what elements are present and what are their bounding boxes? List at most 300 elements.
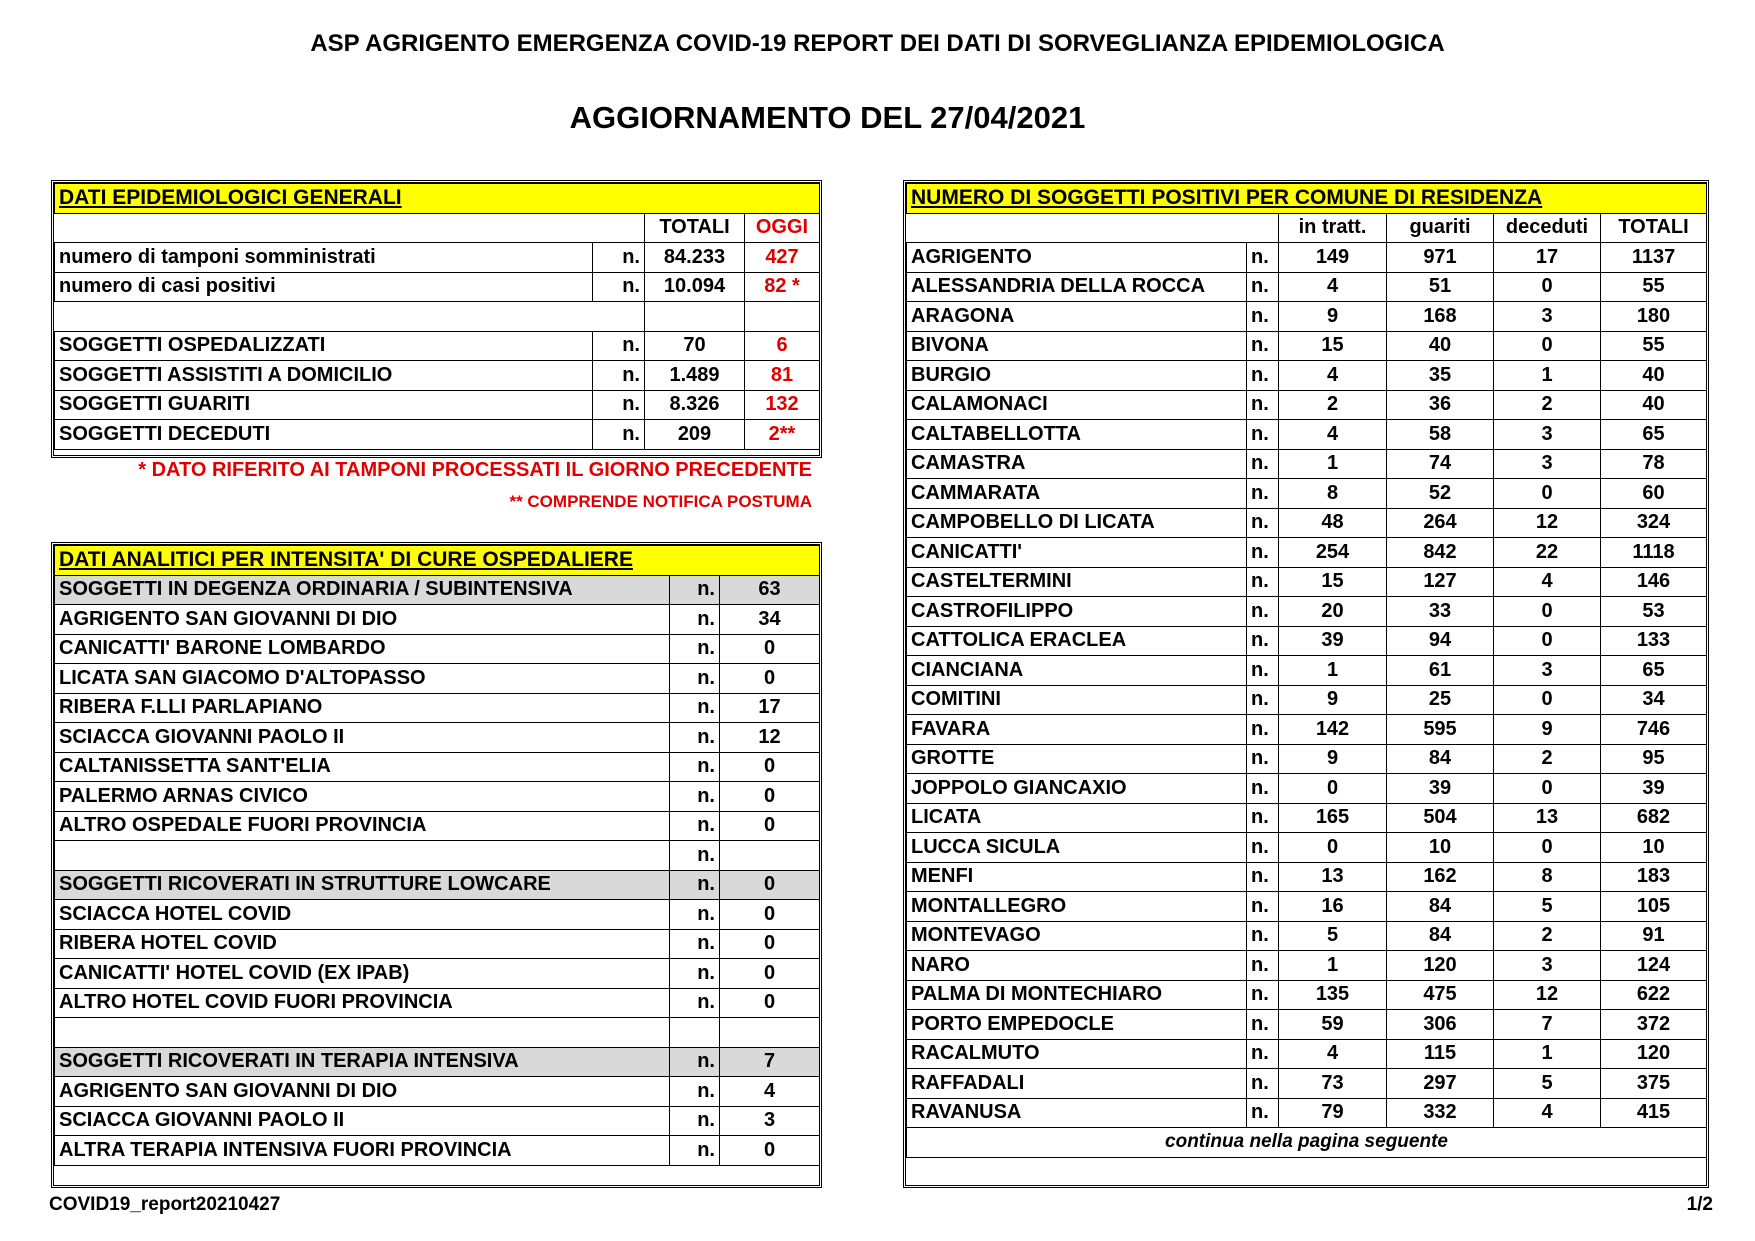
row-unit: n. xyxy=(1247,272,1279,302)
totali-value: 65 xyxy=(1601,420,1707,450)
deceduti-value: 1 xyxy=(1494,1039,1601,1069)
spacer-cell xyxy=(593,302,645,332)
totali-value: 746 xyxy=(1601,715,1707,745)
totali-value: 78 xyxy=(1601,449,1707,479)
row-oggi: 6 xyxy=(745,331,820,361)
row-unit: n. xyxy=(670,1077,720,1107)
in-tratt-value: 5 xyxy=(1279,921,1387,951)
row-unit: n. xyxy=(593,390,645,420)
comune-name: BIVONA xyxy=(907,331,1247,361)
row-unit: n. xyxy=(593,361,645,391)
row-unit: n. xyxy=(1247,449,1279,479)
row-value: 17 xyxy=(720,693,820,723)
guariti-value: 25 xyxy=(1387,685,1494,715)
row-label xyxy=(55,1018,670,1048)
in-tratt-value: 1 xyxy=(1279,449,1387,479)
totali-value: 1118 xyxy=(1601,538,1707,568)
comune-name: CASTELTERMINI xyxy=(907,567,1247,597)
comuni-table xyxy=(906,183,1707,1158)
row-unit: n. xyxy=(670,1047,720,1077)
in-tratt-value: 4 xyxy=(1279,1039,1387,1069)
guariti-value: 84 xyxy=(1387,744,1494,774)
row-unit: n. xyxy=(670,693,720,723)
row-label: SCIACCA GIOVANNI PAOLO II xyxy=(55,1106,670,1136)
row-unit: n. xyxy=(670,664,720,694)
comune-name: CANICATTI' xyxy=(907,538,1247,568)
deceduti-value: 9 xyxy=(1494,715,1601,745)
row-unit: n. xyxy=(1247,361,1279,391)
table-row xyxy=(907,361,1707,391)
row-label: RIBERA F.LLI PARLAPIANO xyxy=(55,693,670,723)
comune-name: CATTOLICA ERACLEA xyxy=(907,626,1247,656)
guariti-value: 475 xyxy=(1387,980,1494,1010)
guariti-value: 51 xyxy=(1387,272,1494,302)
in-tratt-value: 2 xyxy=(1279,390,1387,420)
spacer-cell xyxy=(745,302,820,332)
comuni-table-title: NUMERO DI SOGGETTI POSITIVI PER COMUNE DI RESIDENZA xyxy=(907,184,1707,214)
comune-name: RAVANUSA xyxy=(907,1098,1247,1128)
deceduti-value: 3 xyxy=(1494,449,1601,479)
deceduti-value: 12 xyxy=(1494,980,1601,1010)
table-row xyxy=(907,1069,1707,1099)
row-label: ALTRO HOTEL COVID FUORI PROVINCIA xyxy=(55,988,670,1018)
comune-name: CAMASTRA xyxy=(907,449,1247,479)
guariti-value: 61 xyxy=(1387,656,1494,686)
table-row xyxy=(55,605,820,635)
in-tratt-value: 0 xyxy=(1279,833,1387,863)
guariti-value: 52 xyxy=(1387,479,1494,509)
in-tratt-value: 16 xyxy=(1279,892,1387,922)
comune-name: ARAGONA xyxy=(907,302,1247,332)
note-tamponi: * DATO RIFERITO AI TAMPONI PROCESSATI IL GIORNO PRECEDENTE xyxy=(138,459,812,481)
row-oggi: 81 xyxy=(745,361,820,391)
deceduti-value: 0 xyxy=(1494,597,1601,627)
totali-value: 95 xyxy=(1601,744,1707,774)
row-unit: n. xyxy=(670,723,720,753)
row-unit: n. xyxy=(670,752,720,782)
col-totali: TOTALI xyxy=(645,213,745,243)
table-row xyxy=(55,693,820,723)
guariti-value: 297 xyxy=(1387,1069,1494,1099)
table-row xyxy=(907,951,1707,981)
hospital-table xyxy=(54,545,820,1166)
row-oggi: 2** xyxy=(745,420,820,450)
guariti-value: 595 xyxy=(1387,715,1494,745)
deceduti-value: 5 xyxy=(1494,1069,1601,1099)
totali-value: 415 xyxy=(1601,1098,1707,1128)
totali-value: 375 xyxy=(1601,1069,1707,1099)
report-title: ASP AGRIGENTO EMERGENZA COVID-19 REPORT DEI DATI DI SORVEGLIANZA EPIDEMIOLOGICA xyxy=(310,30,1445,57)
row-label: ALTRO OSPEDALE FUORI PROVINCIA xyxy=(55,811,670,841)
row-totali: 8.326 xyxy=(645,390,745,420)
general-table-title: DATI EPIDEMIOLOGICI GENERALI xyxy=(55,184,820,214)
row-unit: n. xyxy=(1247,302,1279,332)
row-unit: n. xyxy=(1247,685,1279,715)
in-tratt-value: 4 xyxy=(1279,272,1387,302)
comune-name: GROTTE xyxy=(907,744,1247,774)
table-row xyxy=(55,841,820,871)
table-row xyxy=(55,811,820,841)
guariti-value: 10 xyxy=(1387,833,1494,863)
in-tratt-value: 0 xyxy=(1279,774,1387,804)
table-row xyxy=(55,988,820,1018)
in-tratt-value: 1 xyxy=(1279,951,1387,981)
row-label: SOGGETTI RICOVERATI IN TERAPIA INTENSIVA xyxy=(55,1047,670,1077)
comune-name: MENFI xyxy=(907,862,1247,892)
comune-name: BURGIO xyxy=(907,361,1247,391)
row-unit: n. xyxy=(670,1106,720,1136)
comune-name: RACALMUTO xyxy=(907,1039,1247,1069)
guariti-value: 84 xyxy=(1387,892,1494,922)
row-unit: n. xyxy=(1247,774,1279,804)
comune-name: NARO xyxy=(907,951,1247,981)
guariti-value: 35 xyxy=(1387,361,1494,391)
report-filename: COVID19_report20210427 xyxy=(49,1194,281,1215)
table-row xyxy=(907,892,1707,922)
row-unit: n. xyxy=(1247,833,1279,863)
totali-value: 324 xyxy=(1601,508,1707,538)
table-row xyxy=(55,361,820,391)
deceduti-value: 0 xyxy=(1494,833,1601,863)
guariti-value: 168 xyxy=(1387,302,1494,332)
row-unit: n. xyxy=(1247,508,1279,538)
row-unit: n. xyxy=(670,634,720,664)
guariti-value: 94 xyxy=(1387,626,1494,656)
table-row xyxy=(55,870,820,900)
table-row xyxy=(55,1047,820,1077)
totali-value: 40 xyxy=(1601,361,1707,391)
deceduti-value: 2 xyxy=(1494,744,1601,774)
comune-name: MONTALLEGRO xyxy=(907,892,1247,922)
row-unit: n. xyxy=(1247,331,1279,361)
row-label: SCIACCA HOTEL COVID xyxy=(55,900,670,930)
in-tratt-value: 73 xyxy=(1279,1069,1387,1099)
guariti-value: 842 xyxy=(1387,538,1494,568)
row-label: CANICATTI' HOTEL COVID (EX IPAB) xyxy=(55,959,670,989)
guariti-value: 306 xyxy=(1387,1010,1494,1040)
col-deceduti: deceduti xyxy=(1494,213,1601,243)
row-unit: n. xyxy=(1247,951,1279,981)
table-row xyxy=(907,538,1707,568)
table-row xyxy=(907,331,1707,361)
general-table xyxy=(54,183,820,450)
in-tratt-value: 15 xyxy=(1279,331,1387,361)
table-row xyxy=(907,272,1707,302)
table-row xyxy=(907,567,1707,597)
in-tratt-value: 165 xyxy=(1279,803,1387,833)
table-row xyxy=(55,929,820,959)
deceduti-value: 8 xyxy=(1494,862,1601,892)
row-value: 0 xyxy=(720,929,820,959)
row-unit: n. xyxy=(1247,626,1279,656)
guariti-value: 58 xyxy=(1387,420,1494,450)
row-unit: n. xyxy=(593,331,645,361)
row-value xyxy=(720,1018,820,1048)
deceduti-value: 1 xyxy=(1494,361,1601,391)
totali-value: 105 xyxy=(1601,892,1707,922)
deceduti-value: 17 xyxy=(1494,243,1601,273)
guariti-value: 40 xyxy=(1387,331,1494,361)
row-label: AGRIGENTO SAN GIOVANNI DI DIO xyxy=(55,605,670,635)
row-unit: n. xyxy=(1247,892,1279,922)
table-row xyxy=(907,744,1707,774)
row-label: SOGGETTI GUARITI xyxy=(55,390,593,420)
comune-name: CALTABELLOTTA xyxy=(907,420,1247,450)
row-label: SOGGETTI DECEDUTI xyxy=(55,420,593,450)
in-tratt-value: 59 xyxy=(1279,1010,1387,1040)
row-value: 34 xyxy=(720,605,820,635)
table-row xyxy=(907,1098,1707,1128)
deceduti-value: 3 xyxy=(1494,656,1601,686)
row-label: CALTANISSETTA SANT'ELIA xyxy=(55,752,670,782)
table-row xyxy=(907,833,1707,863)
row-label: SOGGETTI IN DEGENZA ORDINARIA / SUBINTENSIVA xyxy=(55,575,670,605)
row-label: SCIACCA GIOVANNI PAOLO II xyxy=(55,723,670,753)
row-unit: n. xyxy=(670,900,720,930)
deceduti-value: 2 xyxy=(1494,921,1601,951)
row-label: LICATA SAN GIACOMO D'ALTOPASSO xyxy=(55,664,670,694)
table-row xyxy=(55,1018,820,1048)
deceduti-value: 0 xyxy=(1494,774,1601,804)
row-value: 4 xyxy=(720,1077,820,1107)
table-row xyxy=(55,782,820,812)
comune-name: CIANCIANA xyxy=(907,656,1247,686)
totali-value: 183 xyxy=(1601,862,1707,892)
row-value: 0 xyxy=(720,664,820,694)
row-unit: n. xyxy=(1247,862,1279,892)
row-label: SOGGETTI RICOVERATI IN STRUTTURE LOWCARE xyxy=(55,870,670,900)
table-row xyxy=(55,723,820,753)
comune-name: AGRIGENTO xyxy=(907,243,1247,273)
in-tratt-value: 4 xyxy=(1279,361,1387,391)
row-label xyxy=(55,841,670,871)
row-label: SOGGETTI OSPEDALIZZATI xyxy=(55,331,593,361)
continua-note: continua nella pagina seguente xyxy=(907,1128,1707,1158)
spacer-cell xyxy=(55,302,593,332)
row-label: numero di casi positivi xyxy=(55,272,593,302)
comune-name: PORTO EMPEDOCLE xyxy=(907,1010,1247,1040)
table-row xyxy=(55,575,820,605)
row-unit: n. xyxy=(1247,1098,1279,1128)
table-row xyxy=(55,272,820,302)
totali-value: 34 xyxy=(1601,685,1707,715)
guariti-value: 84 xyxy=(1387,921,1494,951)
row-label: AGRIGENTO SAN GIOVANNI DI DIO xyxy=(55,1077,670,1107)
totali-value: 682 xyxy=(1601,803,1707,833)
deceduti-value: 3 xyxy=(1494,302,1601,332)
row-unit: n. xyxy=(1247,715,1279,745)
totali-value: 124 xyxy=(1601,951,1707,981)
deceduti-value: 0 xyxy=(1494,626,1601,656)
row-value: 0 xyxy=(720,900,820,930)
guariti-value: 39 xyxy=(1387,774,1494,804)
table-row xyxy=(55,959,820,989)
in-tratt-value: 254 xyxy=(1279,538,1387,568)
row-unit: n. xyxy=(670,1136,720,1166)
guariti-value: 162 xyxy=(1387,862,1494,892)
table-row xyxy=(907,1010,1707,1040)
totali-value: 120 xyxy=(1601,1039,1707,1069)
row-unit: n. xyxy=(1247,479,1279,509)
table-row xyxy=(907,479,1707,509)
row-unit: n. xyxy=(593,420,645,450)
spacer-cell xyxy=(645,302,745,332)
totali-value: 133 xyxy=(1601,626,1707,656)
row-unit: n. xyxy=(670,782,720,812)
row-unit: n. xyxy=(1247,1010,1279,1040)
row-unit: n. xyxy=(1247,538,1279,568)
in-tratt-value: 149 xyxy=(1279,243,1387,273)
comune-name: CAMPOBELLO DI LICATA xyxy=(907,508,1247,538)
table-row xyxy=(907,921,1707,951)
deceduti-value: 7 xyxy=(1494,1010,1601,1040)
row-unit: n. xyxy=(1247,243,1279,273)
row-label: RIBERA HOTEL COVID xyxy=(55,929,670,959)
totali-value: 10 xyxy=(1601,833,1707,863)
comune-name: MONTEVAGO xyxy=(907,921,1247,951)
deceduti-value: 4 xyxy=(1494,1098,1601,1128)
guariti-value: 36 xyxy=(1387,390,1494,420)
in-tratt-value: 9 xyxy=(1279,685,1387,715)
page-number: 1/2 xyxy=(1686,1194,1713,1215)
table-row xyxy=(907,597,1707,627)
totali-value: 39 xyxy=(1601,774,1707,804)
guariti-value: 74 xyxy=(1387,449,1494,479)
table-row xyxy=(907,626,1707,656)
row-totali: 1.489 xyxy=(645,361,745,391)
row-unit xyxy=(670,1018,720,1048)
row-label: PALERMO ARNAS CIVICO xyxy=(55,782,670,812)
in-tratt-value: 15 xyxy=(1279,567,1387,597)
table-row xyxy=(55,634,820,664)
deceduti-value: 2 xyxy=(1494,390,1601,420)
comune-name: JOPPOLO GIANCAXIO xyxy=(907,774,1247,804)
totali-value: 91 xyxy=(1601,921,1707,951)
row-totali: 209 xyxy=(645,420,745,450)
table-row xyxy=(907,685,1707,715)
comune-name: CASTROFILIPPO xyxy=(907,597,1247,627)
totali-value: 1137 xyxy=(1601,243,1707,273)
in-tratt-value: 20 xyxy=(1279,597,1387,627)
table-row xyxy=(907,243,1707,273)
row-unit: n. xyxy=(670,870,720,900)
row-value: 0 xyxy=(720,870,820,900)
row-unit: n. xyxy=(1247,921,1279,951)
table-row xyxy=(55,1077,820,1107)
comune-name: PALMA DI MONTECHIARO xyxy=(907,980,1247,1010)
table-row xyxy=(907,803,1707,833)
row-totali: 10.094 xyxy=(645,272,745,302)
deceduti-value: 0 xyxy=(1494,331,1601,361)
row-unit: n. xyxy=(1247,567,1279,597)
row-value: 3 xyxy=(720,1106,820,1136)
totali-value: 60 xyxy=(1601,479,1707,509)
row-unit: n. xyxy=(670,929,720,959)
row-oggi: 427 xyxy=(745,243,820,273)
deceduti-value: 4 xyxy=(1494,567,1601,597)
note-postuma: ** COMPRENDE NOTIFICA POSTUMA xyxy=(509,492,812,511)
table-row xyxy=(907,715,1707,745)
totali-value: 622 xyxy=(1601,980,1707,1010)
comune-name: CALAMONACI xyxy=(907,390,1247,420)
table-row xyxy=(55,390,820,420)
row-unit: n. xyxy=(593,243,645,273)
row-unit: n. xyxy=(670,811,720,841)
table-row xyxy=(907,980,1707,1010)
col-in-tratt: in tratt. xyxy=(1279,213,1387,243)
comune-name: CAMMARATA xyxy=(907,479,1247,509)
deceduti-value: 0 xyxy=(1494,272,1601,302)
totali-value: 53 xyxy=(1601,597,1707,627)
in-tratt-value: 13 xyxy=(1279,862,1387,892)
deceduti-value: 0 xyxy=(1494,479,1601,509)
in-tratt-value: 142 xyxy=(1279,715,1387,745)
row-unit: n. xyxy=(670,959,720,989)
row-unit: n. xyxy=(1247,980,1279,1010)
row-label: CANICATTI' BARONE LOMBARDO xyxy=(55,634,670,664)
row-unit: n. xyxy=(670,575,720,605)
deceduti-value: 12 xyxy=(1494,508,1601,538)
totali-value: 40 xyxy=(1601,390,1707,420)
comune-name: RAFFADALI xyxy=(907,1069,1247,1099)
in-tratt-value: 8 xyxy=(1279,479,1387,509)
guariti-value: 332 xyxy=(1387,1098,1494,1128)
hospital-table-title: DATI ANALITICI PER INTENSITA' DI CURE OSPEDALIERE xyxy=(55,546,820,576)
row-unit: n. xyxy=(1247,744,1279,774)
row-value: 12 xyxy=(720,723,820,753)
comune-name: COMITINI xyxy=(907,685,1247,715)
table-row xyxy=(55,420,820,450)
row-unit: n. xyxy=(1247,390,1279,420)
table-row xyxy=(907,302,1707,332)
col-guariti: guariti xyxy=(1387,213,1494,243)
comune-name: LUCCA SICULA xyxy=(907,833,1247,863)
totali-value: 146 xyxy=(1601,567,1707,597)
row-unit: n. xyxy=(670,841,720,871)
table-row xyxy=(55,243,820,273)
in-tratt-value: 9 xyxy=(1279,302,1387,332)
deceduti-value: 5 xyxy=(1494,892,1601,922)
comune-name: FAVARA xyxy=(907,715,1247,745)
table-row xyxy=(55,1106,820,1136)
row-value: 0 xyxy=(720,1136,820,1166)
continua-row xyxy=(907,1128,1707,1158)
deceduti-value: 22 xyxy=(1494,538,1601,568)
row-label: SOGGETTI ASSISTITI A DOMICILIO xyxy=(55,361,593,391)
row-unit: n. xyxy=(1247,1069,1279,1099)
row-value: 0 xyxy=(720,959,820,989)
in-tratt-value: 48 xyxy=(1279,508,1387,538)
row-totali: 84.233 xyxy=(645,243,745,273)
row-unit: n. xyxy=(670,605,720,635)
table-row xyxy=(907,774,1707,804)
in-tratt-value: 39 xyxy=(1279,626,1387,656)
row-unit: n. xyxy=(1247,597,1279,627)
row-value: 0 xyxy=(720,752,820,782)
row-value: 0 xyxy=(720,634,820,664)
row-label: numero di tamponi somministrati xyxy=(55,243,593,273)
guariti-value: 504 xyxy=(1387,803,1494,833)
comune-name: LICATA xyxy=(907,803,1247,833)
row-label: ALTRA TERAPIA INTENSIVA FUORI PROVINCIA xyxy=(55,1136,670,1166)
in-tratt-value: 79 xyxy=(1279,1098,1387,1128)
deceduti-value: 3 xyxy=(1494,420,1601,450)
in-tratt-value: 135 xyxy=(1279,980,1387,1010)
row-unit: n. xyxy=(593,272,645,302)
in-tratt-value: 9 xyxy=(1279,744,1387,774)
row-unit: n. xyxy=(670,988,720,1018)
deceduti-value: 0 xyxy=(1494,685,1601,715)
